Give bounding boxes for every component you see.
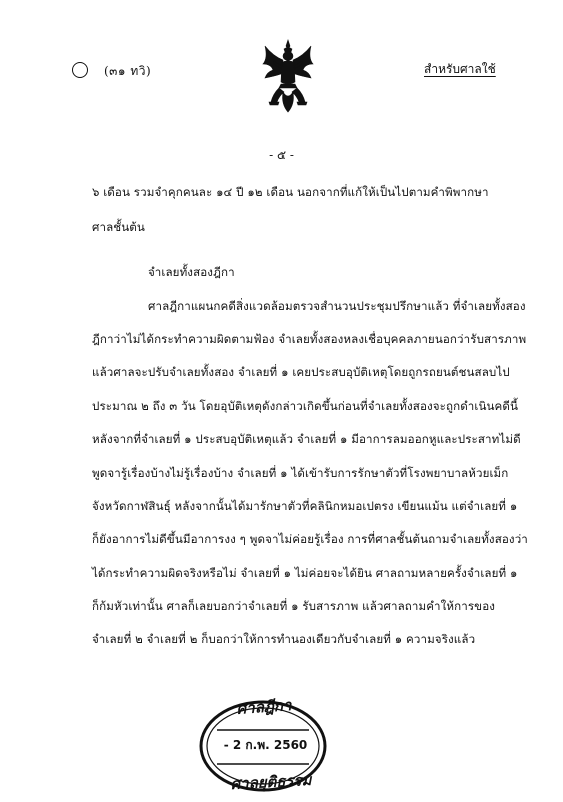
body-line: ก็ก้มหัวเท่านั้น ศาลก็เลยบอกว่าจำเลยที่ ๑ รับสารภาพ แล้วศาลถามคำให้การของ bbox=[92, 599, 496, 613]
body-line: ได้กระทำความผิดจริงหรือไม่ จำเลยที่ ๑ ไม่ค่อยจะได้ยิน ศาลถามหลายครั้งจำเลยที่ ๑ bbox=[92, 566, 518, 580]
court-use-label: สำหรับศาลใช้ bbox=[424, 62, 496, 76]
body-line: จำเลยทั้งสองฎีกา bbox=[148, 265, 235, 279]
body-line: ศาลชั้นต้น bbox=[92, 220, 145, 234]
body-line: ๖ เดือน รวมจำคุกคนละ ๑๔ ปี ๑๒ เดือน นอกจากที่แก้ให้เป็นไปตามคำพิพากษา bbox=[92, 185, 489, 199]
stamp-date: - 2 ก.พ. 2560 bbox=[223, 738, 308, 752]
body-line: จังหวัดกาฬสินธุ์ หลังจากนั้นได้มารักษาตัวที่คลินิกหมอเปตรง เขียนแม้น แต่จำเลยที่ ๑ bbox=[92, 499, 518, 513]
body-line: จำเลยที่ ๒ จำเลยที่ ๒ ก็บอกว่าให้การทำนองเดียวกับจำเลยที่ ๑ ความจริงแล้ว bbox=[92, 632, 476, 646]
body-line: หลังจากที่จำเลยที่ ๑ ประสบอุบัติเหตุแล้ว จำเลยที่ ๑ มีอาการลมออกหูและประสาทไม่ดี bbox=[92, 432, 521, 446]
page-number: - ๕ - bbox=[269, 148, 294, 162]
body-line: ก็ยังอาการไม่ดีขึ้นมีอาการงง ๆ พูดจาไม่ค่อยรู้เรื่อง การที่ศาลชั้นต้นถามจำเลยทั้งสองว่า bbox=[92, 532, 528, 546]
body-line: ฎีกาว่าไม่ได้กระทำความผิดตามฟ้อง จำเลยทั้งสองหลงเชื่อบุคคลภายนอกว่ารับสารภาพ bbox=[92, 332, 527, 346]
body-line: ประมาณ ๒ ถึง ๓ วัน โดยอุบัติเหตุดังกล่าวเกิดขึ้นก่อนที่จำเลยทั้งสองจะถูกดำเนินคดีนี้ bbox=[92, 399, 519, 413]
stamp-top-text: ศาลฎีกา bbox=[236, 696, 292, 718]
body-line: แล้วศาลจะปรับจำเลยทั้งสอง จำเลยที่ ๑ เคยประสบอุบัติเหตุโดยถูกรถยนต์ชนสลบไป bbox=[92, 365, 510, 379]
document-number: (๓๑ ทวิ) bbox=[104, 64, 152, 78]
stamp-bottom-text: ศาลยุติธรรม bbox=[230, 770, 312, 794]
body-line: พูดจารู้เรื่องบ้างไม่รู้เรื่องบ้าง จำเลยที่ ๑ ได้เข้ารับการรักษาตัวที่โรงพยาบาลห้วยเม็ก bbox=[92, 466, 509, 480]
body-line: ศาลฎีกาแผนกคดีสิ่งแวดล้อมตรวจสำนวนประชุมปรึกษาแล้ว ที่จำเลยทั้งสอง bbox=[148, 299, 526, 313]
